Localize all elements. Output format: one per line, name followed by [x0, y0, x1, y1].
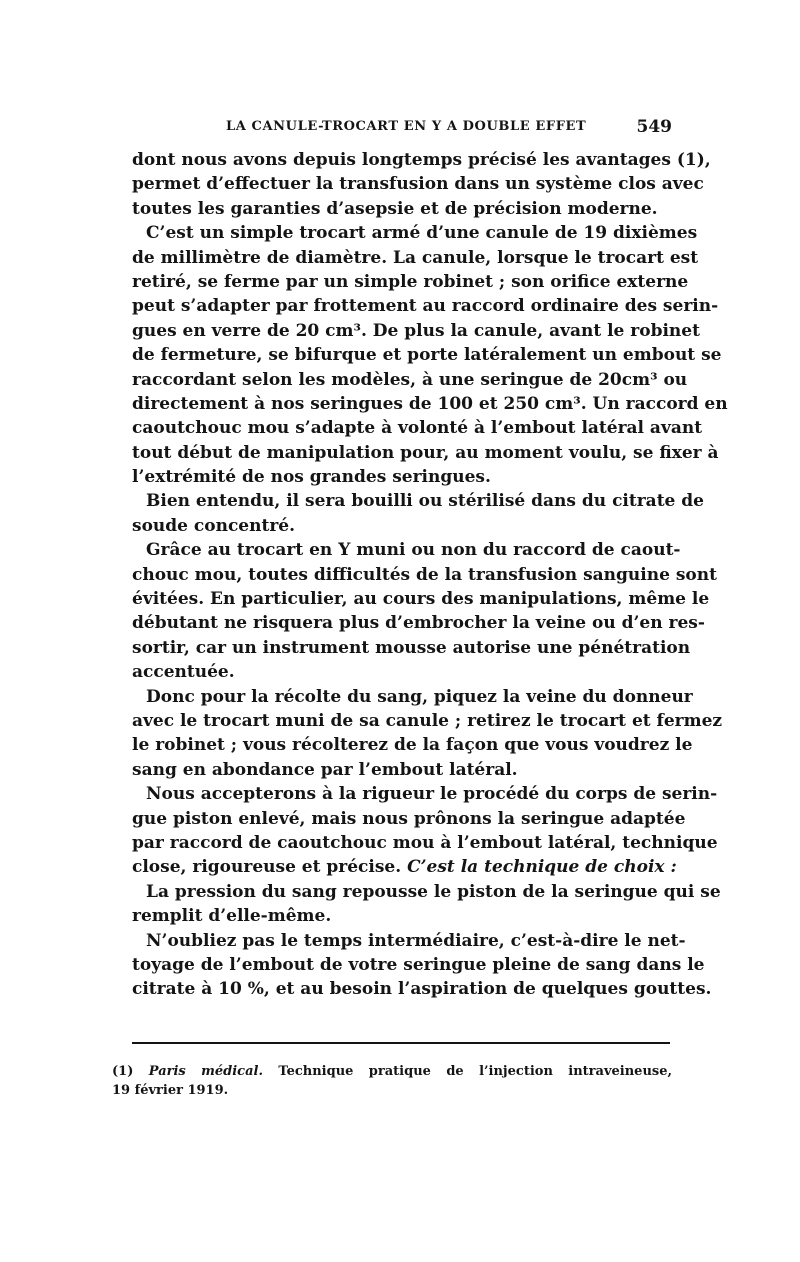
text-line: permet d’effectuer la transfusion dans un système clos avec	[132, 174, 704, 195]
text-line: tout début de manipulation pour, au moment voulu, se fixer à	[132, 442, 719, 463]
text-line: de millimètre de diamètre. La canule, lorsque le trocart est	[132, 247, 699, 268]
text-line: peut s’adapter par frottement au raccord ordinaire des serin-	[132, 296, 719, 317]
text-line: soude concentré.	[132, 515, 296, 536]
italic-text-span: C’est la technique de choix :	[407, 857, 677, 878]
text-line: Donc pour la récolte du sang, piquez la veine du donneur	[146, 686, 693, 707]
text-span: close, rigoureuse et précise.	[132, 857, 402, 878]
text-line: Bien entendu, il sera bouilli ou stérilisé dans du citrate de	[146, 491, 704, 512]
text-line: gues en verre de 20 cm³. De plus la canule, avant le robinet	[132, 320, 700, 341]
text-line: remplit d’elle-même.	[132, 906, 332, 927]
footnote-text: Technique pratique de l’injection intraveineuse,	[278, 1064, 673, 1079]
text-line: par raccord de caoutchouc mou à l’embout latéral, technique	[132, 832, 718, 853]
text-line: raccordant selon les modèles, à une seringue de 20cm³ ou	[132, 369, 688, 390]
footnote-line: 19 février 1919.	[112, 1083, 229, 1098]
text-line: accentuée.	[132, 662, 235, 683]
text-line: N’oubliez pas le temps intermédiaire, c’est-à-dire le net-	[146, 930, 686, 951]
text-line: Grâce au trocart en Y muni ou non du raccord de caout-	[146, 540, 681, 561]
body-text	[132, 148, 728, 1002]
footnote-rule	[132, 1042, 670, 1044]
text-line: gue piston enlevé, mais nous prônons la seringue adaptée	[132, 808, 686, 829]
text-line: retiré, se ferme par un simple robinet ; son orifice externe	[132, 271, 689, 292]
text-line	[132, 855, 677, 879]
running-head	[226, 117, 672, 139]
text-line: avec le trocart muni de sa canule ; retirez le trocart et fermez	[132, 710, 723, 731]
text-line: sortir, car un instrument mousse autorise une pénétration	[132, 637, 691, 658]
text-line: sang en abondance par l’embout latéral.	[132, 759, 518, 780]
footnote-line	[112, 1062, 672, 1081]
footnotes	[112, 1062, 672, 1100]
text-line: chouc mou, toutes difficultés de la transfusion sanguine sont	[132, 564, 717, 585]
text-line: le robinet ; vous récolterez de la façon que vous voudrez le	[132, 735, 693, 756]
text-line: toyage de l’embout de votre seringue pleine de sang dans le	[132, 954, 705, 975]
text-line: caoutchouc mou s’adapte à volonté à l’embout latéral avant	[132, 418, 703, 439]
text-line: Nous accepterons à la rigueur le procédé du corps de serin-	[146, 784, 718, 805]
running-title: LA CANULE-TROCART EN Y A DOUBLE EFFET	[226, 119, 587, 134]
text-line: l’extrémité de nos grandes seringues.	[132, 467, 491, 488]
footnote-source-title: Paris médical.	[148, 1064, 263, 1079]
text-line: La pression du sang repousse le piston de la seringue qui se	[146, 881, 721, 902]
text-line: directement à nos seringues de 100 et 250 cm³. Un raccord en	[132, 393, 728, 414]
text-line: de fermeture, se bifurque et porte latéralement un embout se	[132, 345, 722, 366]
text-line: toutes les garanties d’asepsie et de précision moderne.	[132, 198, 658, 219]
footnote-marker: (1)	[112, 1064, 134, 1079]
text-line: citrate à 10 %, et au besoin l’aspiration de quelques gouttes.	[132, 979, 712, 1000]
page-number: 549	[636, 117, 672, 137]
text-line: évitées. En particulier, au cours des manipulations, même le	[132, 589, 710, 610]
text-line: dont nous avons depuis longtemps précisé les avantages (1),	[132, 150, 711, 170]
text-line: C’est un simple trocart armé d’une canule de 19 dixièmes	[146, 223, 698, 244]
text-line: débutant ne risquera plus d’embrocher la veine ou d’en res-	[132, 613, 705, 634]
